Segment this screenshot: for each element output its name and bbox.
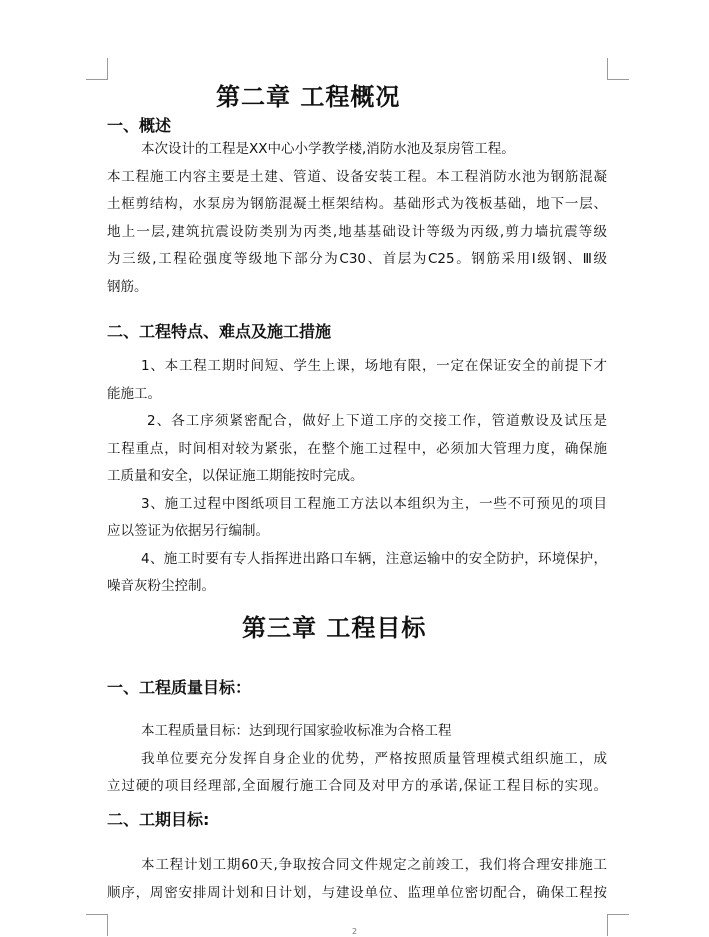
crop-mark-top-left-v (107, 58, 108, 80)
crop-mark-bottom-left-v (107, 914, 108, 936)
feature-item-4-line: 噪音灰粉尘控制。 (107, 578, 215, 594)
feature-item-2-line: 2、各工序须紧密配合，做好上下道工序的交接工作，管道敷设及试压是 (147, 413, 607, 429)
crop-mark-top-right-v (607, 58, 608, 80)
page-number: 2 (352, 927, 358, 936)
feature-item-3-line: 应以签证为依据另行编制。 (107, 523, 269, 539)
crop-mark-top-left-h (86, 79, 108, 80)
overview-paragraph (107, 136, 607, 301)
schedule-goal-paragraph (107, 852, 607, 907)
crop-mark-bottom-right-v (607, 914, 608, 936)
quality-goal-line: 我单位要充分发挥自身企业的优势，严格按照质量管理模式组织施工，成 (141, 750, 607, 767)
overview-line: 本工程施工内容主要是土建、管道、设备安装工程。本工程消防水池为钢筋混凝 (107, 168, 607, 185)
feature-item-4-line: 4、施工时要有专人指挥进出路口车辆，注意运输中的安全防护，环境保护， (141, 550, 607, 567)
overview-line: 土框剪结构，水泵房为钢筋混凝土框架结构。基础形式为筏板基础，地下一层、 (107, 196, 607, 212)
feature-item-3-line: 3、施工过程中图纸项目工程施工方法以本组织为主，一些不可预见的项目 (141, 495, 607, 512)
quality-goal-heading: 一、工程质量目标： (107, 678, 252, 697)
schedule-goal-line: 本工程计划工期60天,争取按合同文件规定之前竣工，我们将合理安排施工 (141, 857, 607, 873)
overview-heading: 一、概述 (107, 116, 172, 135)
crop-mark-bottom-left-h (86, 914, 108, 915)
schedule-goal-line: 顺序，周密安排周计划和日计划，与建设单位、监理单位密切配合，确保工程按 (107, 884, 607, 901)
crop-mark-bottom-right-h (607, 914, 629, 915)
feature-item-1-line: 1、本工程工期时间短、学生上课，场地有限，一定在保证安全的前提下才 (141, 358, 607, 374)
crop-mark-top-right-h (607, 79, 629, 80)
quality-goal-line: 立过硬的项目经理部,全面履行施工合同及对甲方的承诺,保证工程目标的实现。 (107, 778, 607, 794)
overview-line: 钢筋。 (107, 278, 148, 295)
quality-goal-line: 本工程质量目标：达到现行国家验收标准为合格工程 (141, 723, 452, 739)
features-list (107, 353, 607, 601)
chapter-3-title: 第三章 工程目标 (242, 613, 427, 642)
quality-goal-paragraph (107, 718, 607, 801)
overview-line: 为三级,工程砼强度等级地下部分为C30、首层为C25。钢筋采用Ⅰ级钢、Ⅲ级 (107, 251, 607, 267)
features-heading: 二、工程特点、难点及施工措施 (107, 322, 332, 341)
schedule-goal-heading: 二、工期目标: (107, 810, 210, 829)
overview-line: 地上一层,建筑抗震设防类别为丙类,地基基础设计等级为丙级,剪力墙抗震等级 (107, 223, 607, 240)
overview-line: 本次设计的工程是XX中心小学教学楼,消防水池及泵房管工程。 (141, 141, 515, 157)
chapter-2-title: 第二章 工程概况 (216, 82, 401, 111)
feature-item-1-line: 能施工。 (107, 385, 161, 402)
feature-item-2-line: 工程重点，时间相对较为紧张，在整个施工过程中，必须加大管理力度，确保施 (107, 440, 607, 457)
feature-item-2-line: 工质量和安全，以保证施工期能按时完成。 (107, 468, 364, 484)
